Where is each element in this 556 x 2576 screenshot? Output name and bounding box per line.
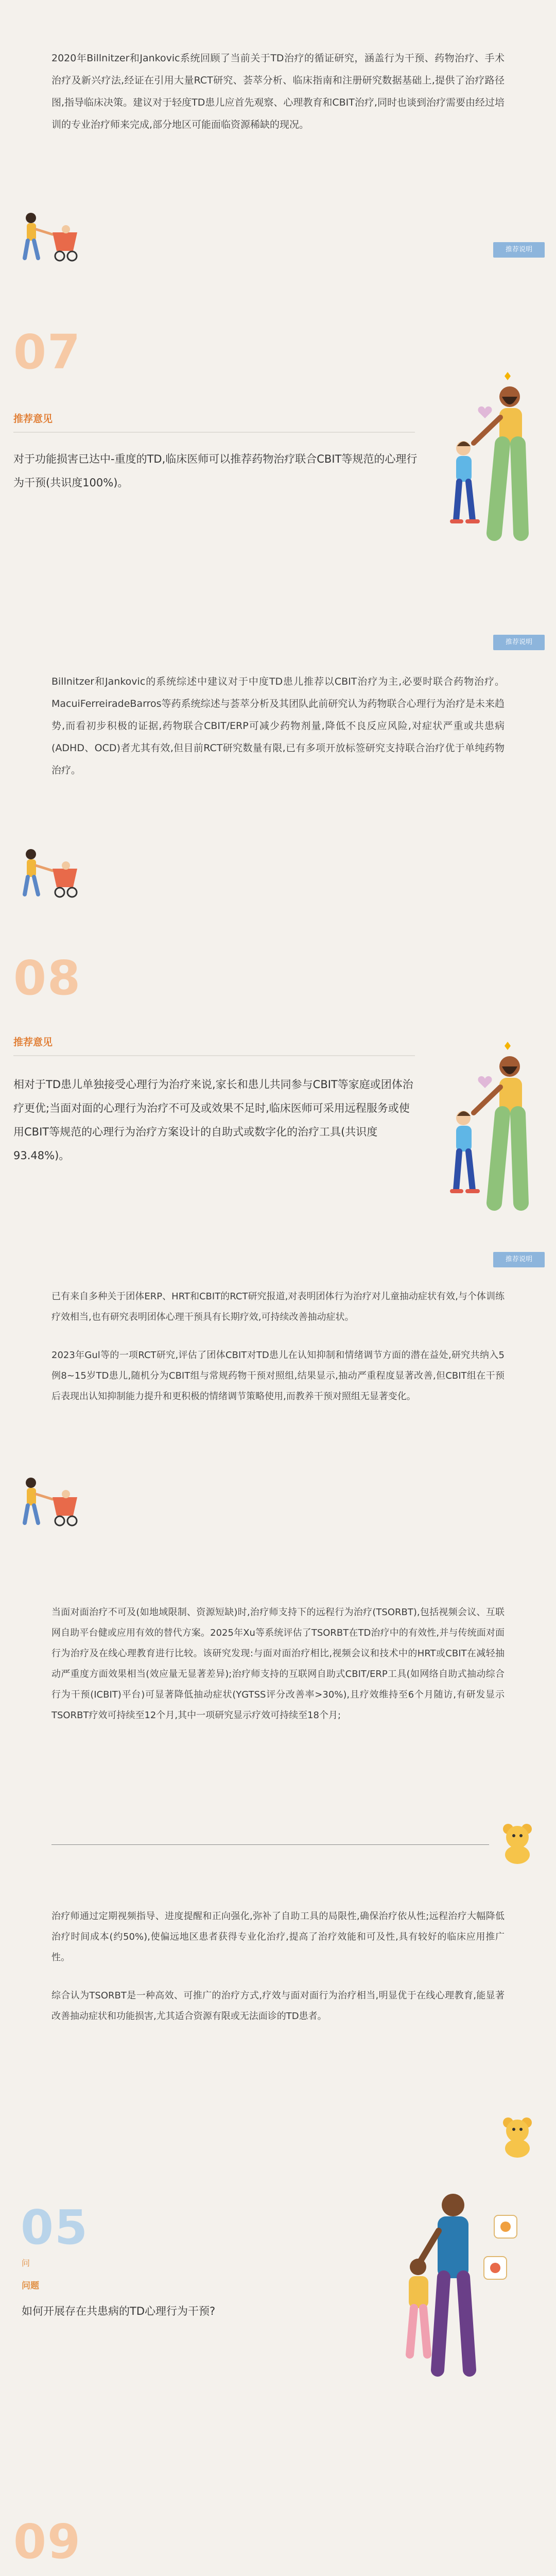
father-and-child-illustration: [360, 2184, 530, 2380]
question-number: 05: [21, 2200, 89, 2255]
paragraph: 综合认为TSORBT是一种高效、可推广的治疗方式,疗效与面对面行为治疗相当,明显优于在线心理教育,能显著改善抽动症状和功能损害,尤其适合资源有限或无法面诊的TD患者。: [51, 1990, 505, 2022]
parent-with-stroller-illustration: [10, 845, 98, 902]
explanation-paragraph: [51, 1602, 505, 1743]
recommendation-title: 推荐意见: [13, 413, 53, 425]
question-text: 如何开展存在共患病的TD心理行为干预?: [22, 2305, 216, 2317]
paragraph: 2023年Gul等的一项RCT研究,评估了团体CBIT对TD患儿在认知抑制和情绪调节方面的潜在益处,研究共纳入5例8~15岁TD患儿,随机分为CBIT组与常规药物干预对照组,结果显示,抽动严重程度显著改善,但CBIT组在干预后表现出认知抑制能力提升和更积极的情绪调节策略使用,而教养干预对照组无显著变化。: [51, 1350, 505, 1402]
question-label: 问: [22, 2258, 30, 2268]
section-number: 09: [13, 2514, 82, 2569]
paragraph: 2020年Billnitzer和Jankovic系统回顾了当前关于TD治疗的循证研究，涵盖行为干预、药物治疗、手术治疗及新兴疗法,经证在引用大量RCT研究、荟萃分析、临床指南和注册研究数据基础上,提供了治疗路径图,指导临床决策。建议对于轻度TD患儿应首先观察、心理教育和CBIT治疗,同时也谈到治疗需要由经过培训的专业治疗师来完成,部分地区可能面临资源稀缺的现况。: [51, 53, 505, 130]
explanation-paragraph: [51, 671, 505, 799]
parent-with-stroller-illustration: [10, 1473, 98, 1530]
divider: [13, 1055, 415, 1056]
divider: [13, 432, 415, 433]
parent-with-stroller-illustration: [10, 209, 98, 265]
recommendation-tag: 推荐说明: [493, 242, 545, 258]
section-number: 07: [13, 325, 82, 380]
mother-and-child-illustration: [412, 355, 546, 541]
teddy-bear-illustration: [497, 2112, 538, 2159]
section-divider: [51, 1844, 489, 1845]
recommendation-tag: 推荐说明: [493, 635, 545, 650]
paragraph: 已有来自多种关于团体ERP、HRT和CBIT的RCT研究报道,对表明团体行为治疗对儿童抽动症状有效,与个体训练疗效相当,也有研究表明团体心理干预具有长期疗效,可持续改善抽动症状。: [51, 1291, 505, 1323]
teddy-bear-illustration: [497, 1819, 538, 1865]
mother-and-child-illustration: [412, 1025, 546, 1211]
intro-paragraph: [51, 47, 505, 154]
recommendation-text: 对于功能损害已达中-重度的TD,临床医师可以推荐药物治疗联合CBIT等规范的心理行为干预(共识度100%)。: [13, 453, 418, 489]
paragraph: Billnitzer和Jankovic的系统综述中建议对于中度TD患儿推荐以CBIT治疗为主,必要时联合药物治疗。MacuiFerreiradeBarros等药系统综述与荟萃分析及其团队此前研究认为药物联合心理行为治疗是未来趋势,而看初步积极的证据,药物联合CBIT/ERP可减少药物剂量,降低不良反应风险,对症状严重或共患病(ADHD、OCD)者尤其有效,但目前RCT研究数量有限,已有多项开放标签研究支持联合治疗优于单纯药物治疗。: [51, 676, 505, 776]
paragraph: 当面对面治疗不可及(如地域限制、资源短缺)时,治疗师支持下的远程行为治疗(TSORBT),包括视频会议、互联网自助平台健或应用有效的替代方案。2025年Xu等系统评估了TSORBT在TD治疗中的有效性,并与传统面对面行为治疗及在线心理教育进行比较。该研究发现:与面对面治疗相比,视频会议和技术中的HRT或CBIT在减轻抽动严重度方面效果相当(效应量无显著差异);治疗师支持的互联网自助式CBIT/ERP工具(如网络自助式抽动综合行为干预(ICBIT)平台)可显著降低抽动症状(YGTSS评分改善率>30%),且疗效维持至6个月随访,有研发显示TSORBT疗效可持续至12个月,其中一项研究显示疗效可持续至18个月;: [51, 1607, 505, 1721]
question-label: 问题: [22, 2281, 39, 2291]
recommendation-text: 相对于TD患儿单独接受心理行为治疗来说,家长和患儿共同参与CBIT等家庭或团体治疗更优;当面对面的心理行为治疗不可及或效果不足时,临床医师可采用远程服务或使用CBIT等规范的心理行为治疗方案设计的自助式或数字化的治疗工具(共识度93.48%)。: [13, 1078, 413, 1162]
explanation-paragraph: [51, 1286, 505, 1425]
explanation-paragraph: [51, 1906, 505, 2044]
recommendation-title: 推荐意见: [13, 1037, 53, 1048]
recommendation-tag: 推荐说明: [493, 1252, 545, 1267]
paragraph: 治疗师通过定期视频指导、进度提醒和正向强化,弥补了自助工具的局限性,确保治疗依从性;远程治疗大幅降低治疗时间成本(约50%),使偏远地区患者获得专业化治疗,提高了治疗效能和可及性,具有较好的临床应用推广性。: [51, 1911, 505, 1963]
section-number: 08: [13, 951, 82, 1006]
